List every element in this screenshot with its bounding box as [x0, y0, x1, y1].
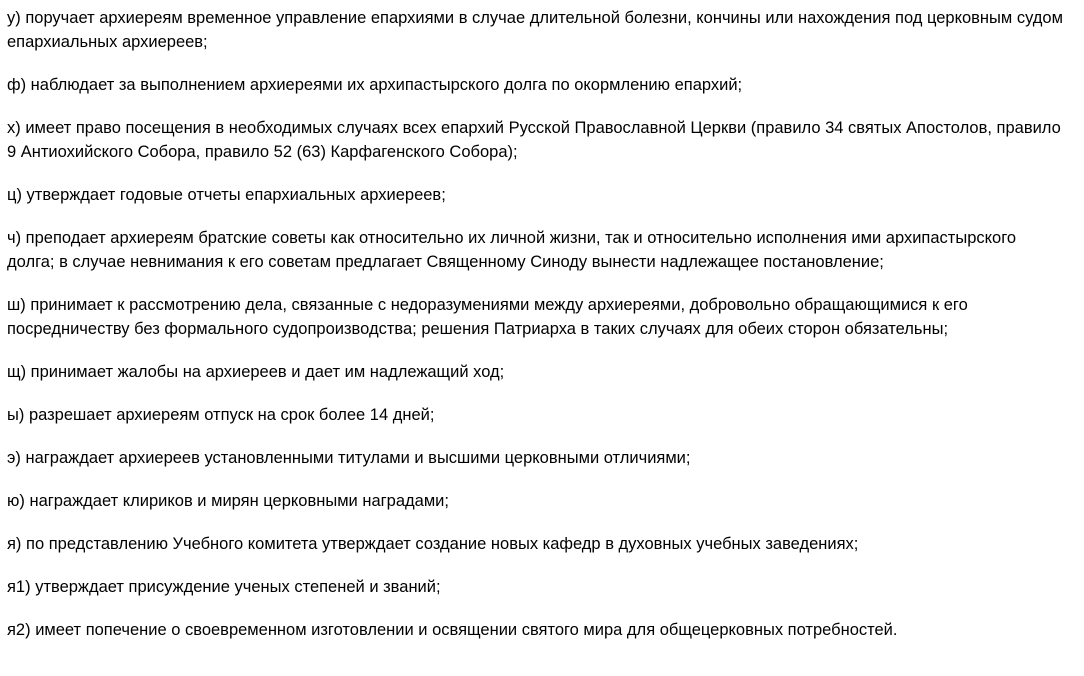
- clause-paragraph: ы) разрешает архиереям отпуск на срок более 14 дней;: [7, 406, 435, 424]
- clause-paragraph: ц) утверждает годовые отчеты епархиальных архиереев;: [7, 186, 446, 204]
- clause-paragraph: э) награждает архиереев установленными титулами и высшими церковными отличиями;: [7, 449, 691, 467]
- clause-paragraph: х) имеет право посещения в необходимых случаях всех епархий Русской Православной Церкви (правило 34 святых Апостолов, правило 9 Антиохийского Собора, правило 52 (63) Карфагенского Собора);: [7, 119, 1061, 161]
- clause-paragraph: ч) преподает архиереям братские советы как относительно их личной жизни, так и относительно исполнения ими архипастырского долга; в случае невнимания к его советам предлагает Священному Синоду вынести надлежащее постановление;: [7, 229, 1017, 271]
- clause-paragraph: щ) принимает жалобы на архиереев и дает им надлежащий ход;: [7, 363, 505, 381]
- clause-paragraph: я) по представлению Учебного комитета утверждает создание новых кафедр в духовных учебных заведениях;: [7, 535, 859, 553]
- clause-paragraph: я1) утверждает присуждение ученых степеней и званий;: [7, 578, 441, 596]
- clause-paragraph: ш) принимает к рассмотрению дела, связанные с недоразумениями между архиереями, добровольно обращающимися к его посредничеству без формального судопроизводства; решения Патриарха в таких случаях для обеих сторон обязательны;: [7, 296, 968, 338]
- clause-paragraph: ю) награждает клириков и мирян церковными наградами;: [7, 492, 449, 510]
- clause-paragraph: у) поручает архиереям временное управление епархиями в случае длительной болезни, кончины или нахождения под церковным судом епархиальных архиереев;: [7, 9, 1063, 51]
- clause-paragraph: ф) наблюдает за выполнением архиереями их архипастырского долга по окормлению епархий;: [7, 76, 743, 94]
- clause-paragraph: я2) имеет попечение о своевременном изготовлении и освящении святого мира для общецерковных потребностей.: [7, 621, 898, 639]
